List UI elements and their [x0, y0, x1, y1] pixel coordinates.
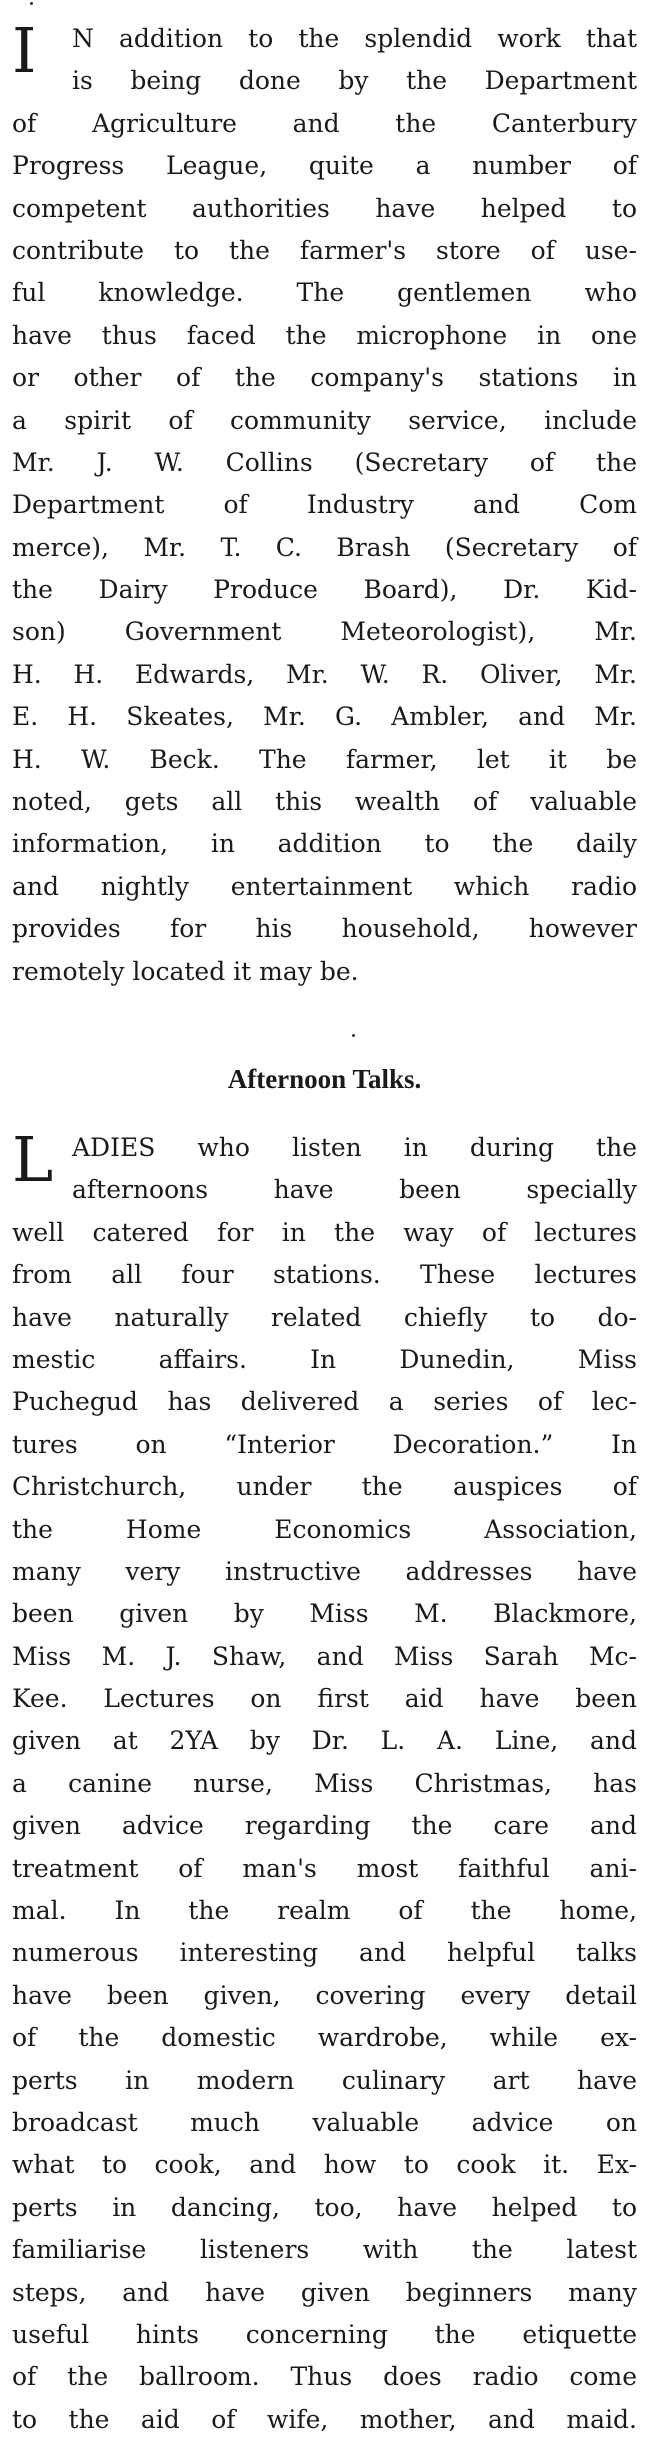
text-line: son) Government Meteorologist), Mr. [12, 617, 637, 647]
text-line: Progress League, quite a number of [12, 151, 637, 181]
text-line: treatment of man's most faithful ani- [12, 1853, 637, 1883]
text-line: ADIES who listen in during the [72, 1132, 637, 1162]
text-line: H. H. Edwards, Mr. W. R. Oliver, Mr. [12, 659, 637, 689]
text-line: Christchurch, under the auspices of [12, 1472, 637, 1502]
text-line: broadcast much valuable advice on [12, 2107, 637, 2137]
text-line: N addition to the splendid work that [72, 24, 637, 53]
paragraph-agriculture-talks [12, 14, 637, 993]
text-line: well catered for in the way of lectures [12, 1217, 637, 1247]
text-line: been given by Miss M. Blackmore, [12, 1599, 637, 1629]
text-line: perts in modern culinary art have [12, 2065, 637, 2095]
text-line: from all four stations. These lectures [12, 1260, 637, 1290]
text-line: to the aid of wife, mother, and maid. [12, 2404, 637, 2434]
text-line: given at 2YA by Dr. L. A. Line, and [12, 1726, 637, 1756]
drop-cap-l: L [12, 1122, 54, 1196]
text-line: contribute to the farmer's store of use- [12, 235, 637, 265]
text-line: provides for his household, however [12, 914, 637, 944]
text-line: H. W. Beck. The farmer, let it be [12, 744, 637, 774]
text-line: competent authorities have helped to [12, 193, 637, 223]
text-line: merce), Mr. T. C. Brash (Secretary of [12, 532, 637, 562]
text-line: what to cook, and how to cook it. Ex- [12, 2150, 637, 2180]
text-line: afternoons have been specially [72, 1175, 637, 1205]
section-heading: Afternoon Talks. [227, 1063, 422, 1094]
text-line: many very instructive addresses have [12, 1556, 637, 1586]
text-line: of the ballroom. Thus does radio come [12, 2362, 637, 2392]
text-line: the Dairy Produce Board), Dr. Kid- [12, 575, 637, 605]
text-line: ful knowledge. The gentlemen who [12, 278, 637, 308]
text-line: information, in addition to the daily [12, 829, 637, 859]
text-line: Mr. J. W. Collins (Secretary of the [12, 447, 637, 477]
text-line: given advice regarding the care and [12, 1811, 637, 1841]
text-line: have thus faced the microphone in one [12, 320, 637, 350]
print-speck [352, 1034, 355, 1037]
text-line: the Home Economics Association, [12, 1514, 637, 1544]
text-line: a canine nurse, Miss Christmas, has [12, 1768, 637, 1798]
paragraph-afternoon-talks [12, 1122, 637, 2441]
text-line: Miss M. J. Shaw, and Miss Sarah Mc- [12, 1641, 637, 1671]
text-line: have naturally related chiefly to do- [12, 1302, 637, 1332]
text-line: mal. In the realm of the home, [12, 1896, 637, 1926]
text-line: steps, and have given beginners many [12, 2277, 637, 2307]
text-line: numerous interesting and helpful talks [12, 1938, 637, 1968]
drop-cap-i: I [12, 14, 37, 87]
print-speck [30, 2, 33, 5]
text-line: is being done by the Department [72, 66, 637, 96]
text-line: perts in dancing, too, have helped to [12, 2192, 637, 2222]
text-line: and nightly entertainment which radio [12, 871, 637, 901]
text-line: remotely located it may be. [12, 956, 359, 986]
text-line: noted, gets all this wealth of valuable [12, 787, 637, 817]
text-line: of Agriculture and the Canterbury [12, 108, 637, 138]
text-line: Kee. Lectures on first aid have been [12, 1684, 637, 1714]
text-line: useful hints concerning the etiquette [12, 2319, 637, 2349]
text-line: familiarise listeners with the latest [12, 2235, 637, 2265]
text-line: tures on “Interior Decoration.” In [12, 1429, 637, 1459]
text-line: have been given, covering every detail [12, 1980, 637, 2010]
text-line: or other of the company's stations in [12, 363, 637, 393]
text-line: a spirit of community service, include [12, 405, 637, 435]
text-line: mestic affairs. In Dunedin, Miss [12, 1344, 637, 1374]
text-line: Puchegud has delivered a series of lec- [12, 1387, 637, 1417]
text-line: Department of Industry and Com [12, 490, 637, 520]
text-line: E. H. Skeates, Mr. G. Ambler, and Mr. [12, 702, 637, 732]
text-line: of the domestic wardrobe, while ex- [12, 2023, 637, 2053]
